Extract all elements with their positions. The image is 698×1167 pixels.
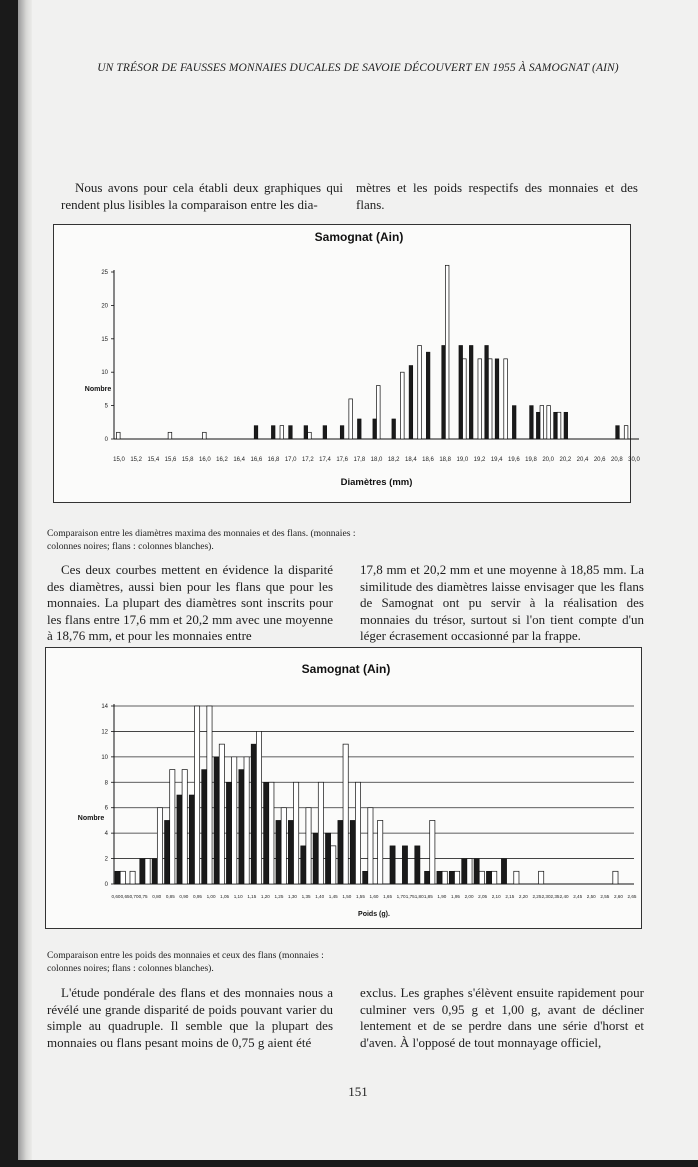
bar-flans-1,00	[219, 744, 224, 884]
bar-flans-15,0	[116, 432, 120, 439]
paragraph-2-left: Ces deux courbes mettent en évidence la disparité des diamètres, aussi bien pour les flans que pour les monnaies. La plupart des diamètres sont inscrits pour les flans entre 17,6 mm et 20,2 mm avec une moyenne à 18,76 mm, et pour les monnaies entre	[47, 562, 333, 643]
x-tick-label: 1,55	[355, 894, 365, 899]
bar-flans-0,70	[145, 859, 150, 884]
x-tick-label: 2,20	[518, 894, 528, 899]
bar-monnaies-1,90	[437, 871, 442, 884]
bar-flans-0,60	[120, 871, 125, 884]
x-tick-label: 1,35	[301, 894, 311, 899]
bar-monnaies-0,60	[115, 871, 120, 884]
y-tick-label: 6	[104, 805, 108, 812]
bar-monnaies-20,8	[616, 426, 620, 439]
bar-monnaies-19,8	[530, 406, 534, 439]
x-tick-label: 0,85	[165, 894, 175, 899]
x-tick-label: 15,8	[181, 457, 194, 463]
bar-flans-18,0	[377, 386, 381, 439]
bar-monnaies-19,9	[536, 412, 540, 439]
x-tick-label: 20,0	[542, 457, 555, 463]
x-tick-label: 1,15	[247, 894, 257, 899]
x-tick-label: 15,0	[113, 457, 125, 463]
x-tick-label: 16,0	[198, 457, 211, 463]
paragraph-1-left: Nous avons pour cela établi deux graphiques qui rendent plus lisibles la comparaison entre les dia-	[61, 180, 343, 212]
x-tick-label: 18,2	[387, 457, 400, 463]
y-tick-label: 0	[104, 437, 108, 443]
x-tick-label: 15,2	[130, 457, 143, 463]
bar-monnaies-19,0	[459, 345, 463, 439]
y-tick-label: 2	[104, 856, 108, 863]
x-tick-label: 20,4	[576, 457, 589, 463]
bar-flans-1,35	[306, 808, 311, 884]
x-tick-label: 2,302,35	[541, 894, 560, 899]
bar-monnaies-1,05	[226, 782, 231, 884]
x-tick-label: 1,10	[233, 894, 243, 899]
chart-title: Samognat (Ain)	[301, 662, 391, 676]
bar-flans-1,20	[269, 782, 274, 884]
x-tick-label: 0,95	[192, 894, 202, 899]
page-number: 151	[348, 1084, 368, 1099]
x-tick-label: 1,751,80	[405, 894, 424, 899]
bar-flans-1,95	[454, 871, 459, 884]
x-tick-label: 17,6	[336, 457, 349, 463]
bar-monnaies-2,15	[501, 859, 506, 884]
bar-monnaies-1,60	[363, 871, 368, 884]
page-binding-shadow	[18, 0, 32, 1160]
book-page	[18, 0, 698, 1160]
bar-monnaies-1,95	[449, 871, 454, 884]
x-tick-label: 20,6	[593, 457, 606, 463]
bar-flans-0,75	[157, 808, 162, 884]
bar-flans-1,90	[442, 871, 447, 884]
x-tick-label: 30,0	[628, 457, 640, 463]
bar-flans-0,85	[182, 770, 187, 884]
bar-monnaies-1,00	[214, 757, 219, 884]
bar-monnaies-1,85	[425, 871, 430, 884]
bar-monnaies-1,30	[288, 820, 293, 884]
bar-flans-15,6	[168, 432, 172, 439]
x-tick-label: 1,45	[328, 894, 338, 899]
bar-flans-18,5	[418, 345, 422, 439]
bar-flans-0,80	[170, 770, 175, 884]
bar-monnaies-0,85	[177, 795, 182, 884]
bar-monnaies-0,80	[165, 820, 170, 884]
x-tick-label: 17,2	[301, 457, 314, 463]
x-tick-label: 17,8	[353, 457, 366, 463]
x-tick-label: 15,4	[147, 457, 160, 463]
x-tick-label: 1,60	[369, 894, 379, 899]
x-tick-label: 18,6	[422, 457, 434, 463]
bar-flans-19,0	[463, 359, 467, 439]
paragraph-3-right: exclus. Les graphes s'élèvent ensuite rapidement pour culminer vers 0,95 g et 1,00 g, avant de décliner lentement et de se perdre dans une série d'horst et d'aven. À l'opposé de tout monnayage officiel,	[360, 985, 644, 1050]
x-tick-label: 2,15	[505, 894, 515, 899]
bar-monnaies-18,2	[392, 419, 396, 439]
bar-flans-2,00	[467, 859, 472, 884]
x-tick-label: 2,40	[559, 894, 569, 899]
y-axis-label: Nombre	[77, 815, 105, 822]
x-tick-label: 19,2	[473, 457, 486, 463]
x-tick-label: 0,80	[152, 894, 162, 899]
y-tick-label: 12	[101, 729, 108, 736]
bar-flans-2,20	[514, 871, 519, 884]
bar-monnaies-1,20	[264, 782, 269, 884]
y-tick-label: 14	[101, 704, 108, 710]
bar-monnaies-0,95	[202, 770, 207, 884]
x-tick-label: 2,00	[464, 894, 474, 899]
bar-monnaies-17,6	[340, 426, 344, 439]
bar-monnaies-19,3	[485, 345, 489, 439]
x-tick-label: 1,25	[274, 894, 284, 899]
weight-chart-svg	[46, 648, 641, 928]
running-head: UN TRÉSOR DE FAUSSES MONNAIES DUCALES DE SAVOIE DÉCOUVERT EN 1955 À SAMOGNAT (AIN)	[97, 62, 619, 74]
bar-monnaies-1,10	[239, 770, 244, 884]
bar-monnaies-18,4	[409, 366, 413, 439]
bar-monnaies-0,90	[189, 795, 194, 884]
y-tick-label: 10	[101, 754, 108, 761]
bar-monnaies-19,4	[495, 359, 499, 439]
x-tick-label: 1,65	[383, 894, 393, 899]
bar-monnaies-1,25	[276, 820, 281, 884]
y-tick-label: 0	[104, 882, 108, 888]
bar-monnaies-1,35	[301, 846, 306, 884]
bar-flans-2,60	[613, 871, 618, 884]
bar-flans-18,8	[445, 265, 449, 439]
x-tick-label: 18,8	[439, 457, 452, 463]
x-tick-label: 20,8	[610, 457, 623, 463]
x-tick-label: 1,05	[220, 894, 230, 899]
bar-monnaies-1,15	[251, 744, 256, 884]
x-tick-label: 19,6	[507, 457, 520, 463]
x-tick-label: 18,4	[404, 457, 417, 463]
bar-flans-1,05	[232, 757, 237, 884]
bar-flans-1,10	[244, 757, 249, 884]
paragraph-2-right: 17,8 mm et 20,2 mm et une moyenne à 18,85 mm. La similitude des diamètres laisse envisager que les flans de Samognat ont pu servir à la réalisation des monnaies du trésor, surtout si l'on tient compte d'un léger écrasement occasionné par la frappe.	[360, 562, 644, 643]
y-axis-label: Nombre	[84, 386, 112, 393]
caption-diameter-chart: Comparaison entre les diamètres maxima des monnaies et des flans. (monnaies : colonnes noires; flans : colonnes blanches).	[47, 528, 356, 552]
x-axis-label: Poids (g).	[358, 911, 390, 918]
x-tick-label: 1,70	[396, 894, 406, 899]
bar-monnaies-19,1	[469, 345, 473, 439]
bar-flans-19,2	[478, 359, 482, 439]
bar-monnaies-19,6	[512, 406, 516, 439]
y-tick-label: 5	[104, 403, 108, 410]
x-tick-label: 1,50	[342, 894, 352, 899]
x-tick-label: 2,10	[491, 894, 501, 899]
x-tick-label: 0,60	[111, 894, 121, 899]
bar-flans-18,3	[401, 372, 405, 439]
bar-monnaies-18,8	[442, 345, 446, 439]
bar-monnaies-16,8	[271, 426, 275, 439]
bar-flans-2,05	[479, 871, 484, 884]
x-tick-label: 0,75	[138, 894, 148, 899]
bar-monnaies-1,75	[402, 846, 407, 884]
y-tick-label: 8	[104, 780, 108, 787]
x-tick-label: 20,2	[559, 457, 572, 463]
y-tick-label: 20	[101, 303, 108, 310]
bar-flans-0,95	[207, 706, 212, 884]
bar-flans-19,9	[540, 406, 544, 439]
bar-flans-16,9	[280, 426, 284, 439]
x-tick-label: 1,00	[206, 894, 216, 899]
bar-monnaies-16,6	[254, 426, 258, 439]
bar-monnaies-2,00	[462, 859, 467, 884]
bar-monnaies-1,55	[350, 820, 355, 884]
bar-flans-20,0	[547, 406, 551, 439]
bar-flans-19,5	[504, 359, 508, 439]
x-tick-label: 16,4	[233, 457, 246, 463]
bar-flans-17,7	[349, 399, 353, 439]
bar-monnaies-1,50	[338, 820, 343, 884]
bar-flans-1,65	[378, 820, 383, 884]
bar-flans-16,0	[203, 432, 207, 439]
x-tick-label: 1,95	[450, 894, 460, 899]
x-tick-label: 16,8	[267, 457, 280, 463]
bar-monnaies-20,1	[554, 412, 558, 439]
y-tick-label: 4	[104, 831, 108, 838]
bar-flans-20,1	[557, 412, 561, 439]
weight-chart	[45, 647, 642, 929]
x-tick-label: 1,90	[437, 894, 447, 899]
bar-flans-1,55	[355, 782, 360, 884]
bar-flans-1,50	[343, 744, 348, 884]
bar-flans-17,2	[308, 432, 312, 439]
bar-monnaies-20,2	[564, 412, 568, 439]
x-tick-label: 18,0	[370, 457, 383, 463]
x-tick-label: 1,20	[260, 894, 270, 899]
bar-monnaies-17,0	[289, 426, 293, 439]
x-tick-label: 16,2	[216, 457, 228, 463]
x-tick-label: 1,85	[423, 894, 433, 899]
y-tick-label: 15	[101, 336, 108, 343]
x-tick-label: 19,4	[490, 457, 503, 463]
bar-flans-1,15	[256, 731, 261, 884]
x-tick-label: 0,650,70	[120, 894, 139, 899]
bar-monnaies-1,45	[325, 833, 330, 884]
paragraph-1-right: mètres et les poids respectifs des monnaies et des flans.	[356, 180, 638, 212]
bar-flans-20,9	[624, 426, 628, 439]
x-tick-label: 2,60	[613, 894, 623, 899]
chart-title: Samognat (Ain)	[314, 230, 404, 244]
x-tick-label: 19,0	[456, 457, 469, 463]
x-tick-label: 2,65	[627, 894, 637, 899]
x-tick-label: 2,50	[586, 894, 596, 899]
diameter-chart	[53, 224, 640, 503]
x-tick-label: 16,6	[250, 457, 263, 463]
bar-flans-1,30	[294, 782, 299, 884]
x-tick-label: 0,90	[179, 894, 189, 899]
bar-monnaies-17,2	[304, 426, 308, 439]
bar-monnaies-18,6	[426, 352, 430, 439]
x-tick-label: 2,45	[573, 894, 583, 899]
x-axis-label: Diamètres (mm)	[340, 477, 413, 488]
diameter-chart-svg	[54, 225, 640, 502]
bar-flans-1,45	[331, 846, 336, 884]
bar-monnaies-17,4	[323, 426, 327, 439]
bar-flans-1,85	[430, 820, 435, 884]
x-tick-label: 15,6	[164, 457, 177, 463]
bar-monnaies-0,75	[152, 859, 157, 884]
bar-monnaies-2,05	[474, 859, 479, 884]
bar-flans-2,10	[492, 871, 497, 884]
x-tick-label: 19,8	[525, 457, 537, 463]
bar-flans-2,30	[539, 871, 544, 884]
caption-weight-chart: Comparaison entre les poids des monnaies et ceux des flans (monnaies : colonnes noires; flans : colonnes blanches).	[47, 950, 324, 974]
x-tick-label: 2,25	[532, 894, 542, 899]
y-tick-label: 25	[101, 270, 108, 276]
bar-monnaies-2,10	[486, 871, 491, 884]
bar-flans-19,3	[488, 359, 492, 439]
x-tick-label: 17,0	[284, 457, 297, 463]
x-tick-label: 2,55	[600, 894, 610, 899]
bar-flans-0,65	[130, 871, 135, 884]
bar-monnaies-18,0	[373, 419, 377, 439]
paragraph-3-left: L'étude pondérale des flans et des monnaies nous a révélé une grande disparité de poids pouvant varier du simple au quadruple. Il semble que la plupart des monnaies ou flans pesant moins de 0,75 g aient été	[47, 985, 333, 1050]
bar-monnaies-17,8	[357, 419, 361, 439]
x-tick-label: 1,40	[315, 894, 325, 899]
bar-monnaies-1,40	[313, 833, 318, 884]
x-tick-label: 17,4	[319, 457, 331, 463]
x-tick-label: 1,30	[288, 894, 298, 899]
bar-flans-1,40	[318, 782, 323, 884]
bar-monnaies-0,70	[140, 859, 145, 884]
bar-flans-1,60	[368, 808, 373, 884]
x-tick-label: 2,05	[478, 894, 488, 899]
bar-monnaies-1,70	[390, 846, 395, 884]
y-tick-label: 10	[101, 370, 108, 377]
bar-monnaies-1,80	[415, 846, 420, 884]
bar-flans-1,25	[281, 808, 286, 884]
bar-flans-0,90	[194, 706, 199, 884]
